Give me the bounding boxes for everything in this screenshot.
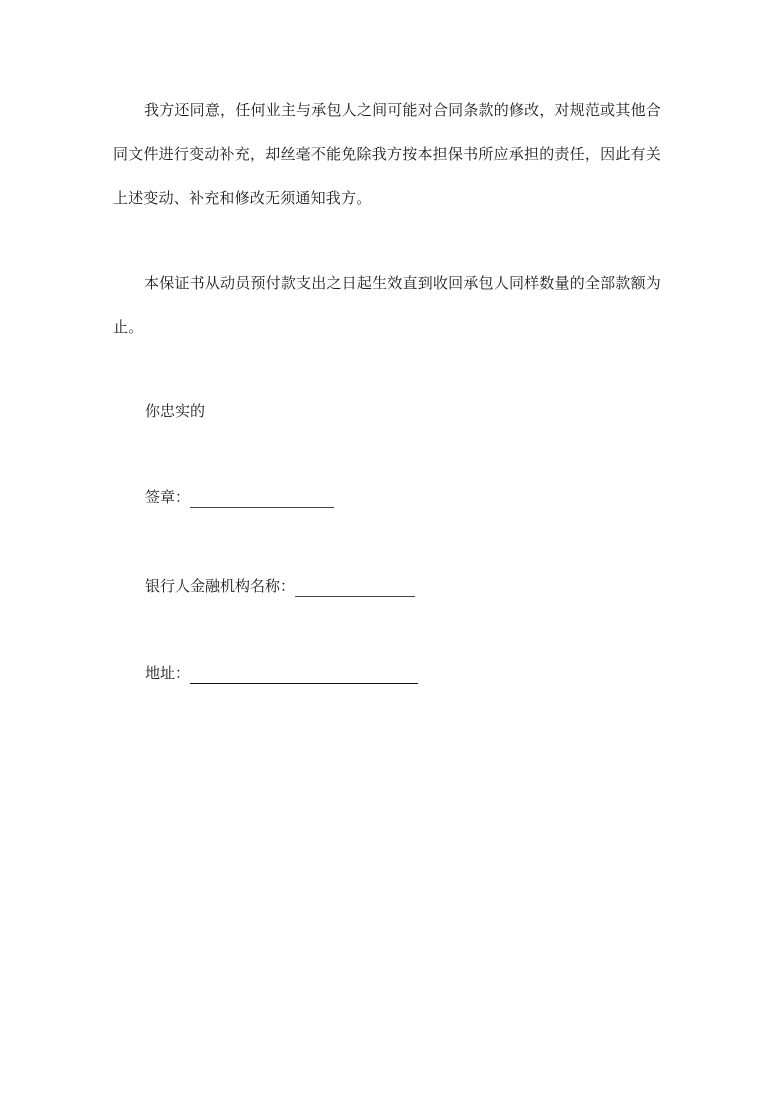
address-label: 地址：	[145, 664, 191, 682]
bank-name-label: 银行人金融机构名称：	[145, 577, 296, 595]
signature-blank-line	[190, 489, 334, 508]
validity-paragraph: 本保证书从动员预付款支出之日起生效直到收回承包人同样数量的全部款额为止。	[113, 274, 661, 336]
signature-label: 签章：	[145, 488, 191, 506]
bank-name-blank-line	[295, 578, 415, 597]
address-row	[145, 662, 418, 684]
signature-row	[145, 486, 334, 508]
agreement-paragraph: 我方还同意，任何业主与承包人之间可能对合同条款的修改，对规范或其他合同文件进行变动补充，却丝毫不能免除我方按本担保书所应承担的责任，因此有关上述变动、补充和修改无须通知我方。	[113, 101, 661, 207]
address-blank-line	[190, 665, 418, 684]
closing-salutation: 你忠实的	[145, 402, 206, 420]
bank-name-row	[145, 575, 415, 597]
